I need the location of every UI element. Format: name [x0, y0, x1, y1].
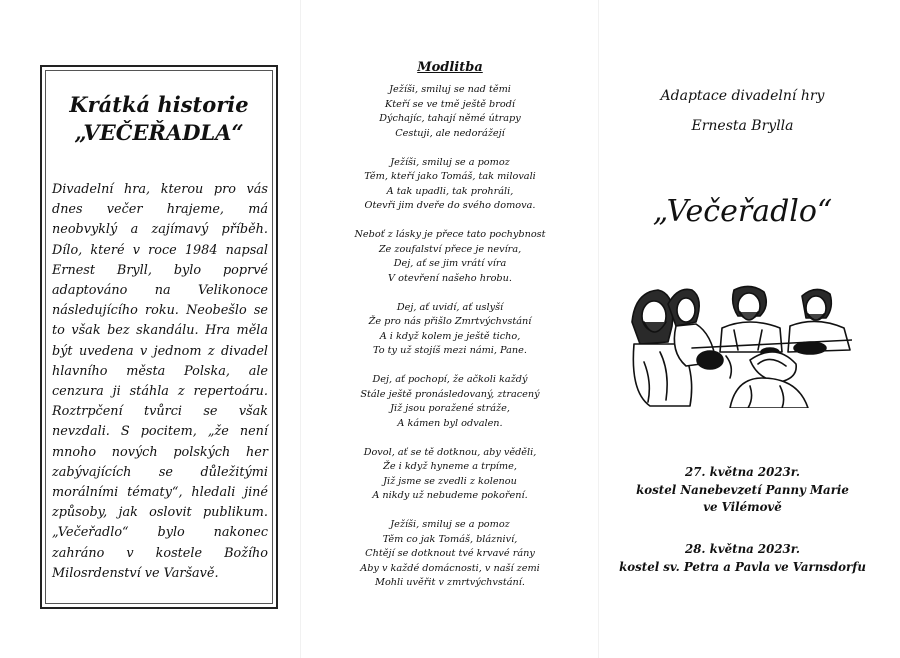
prayer-line: A kámen byl odvalen. [397, 417, 503, 429]
prayer-line: A nikdy už nebudeme pokoření. [372, 490, 528, 501]
prayer-line: To ty už stojíš mezi námi, Pane. [373, 345, 527, 356]
history-text: Divadelní hra, kterou pro vás dnes večer hrajeme, má neobvyklý a zajímavý příběh. Dílo, které v roce 1984 napsal Ernest Bryll, bylo poprvé adaptováno na Velikonoce následujícího roku. Neobešlo se to však bez skandálu. Hra měla být uvedena v jednom z divadel hlavního města Polska, ale cenzura ji stáhla z repertoáru. Roztrpčení tvůrci se však nevzdali. S pocitem, „že není mnoho nových polských her zabývajících se důležitými morálními tématy“, hledali jiné způsoby, jak oslovit publikum. „Večeřadlo“ bylo nakonec zahráno v kostele Božího Milosrdenství ve Varšavě. [52, 182, 268, 581]
prayer-panel [330, 60, 570, 605]
cover-title: „Večeřadlo“ [652, 194, 833, 229]
prayer-line: Že i když hyneme a trpíme, [383, 461, 517, 472]
last-supper-illustration [630, 282, 852, 408]
prayer-line: A i když kolem je ještě ticho, [379, 330, 521, 342]
prayer-line: Již jsou poražené stráže, [390, 403, 510, 414]
prayer-line: Kteří se ve tmě ještě brodí [384, 98, 515, 110]
prayer-stanza [330, 156, 570, 214]
fold-line-left [300, 0, 301, 658]
prayer-line: Těm co jak Tomáš, blázniví, [382, 533, 518, 545]
history-title-line2: „VEČEŘADLA“ [74, 120, 244, 145]
prayer-stanza [330, 373, 570, 431]
prayer-line: Těm, kteří jako Tomáš, tak milovali [364, 171, 536, 182]
prayer-line: Ježíši, smiluj se a pomoz [390, 519, 510, 530]
event-place-line2: ve Vilémově [703, 500, 782, 514]
prayer-line: Mohli uvěřit v zmrtvýchvstání. [375, 577, 525, 588]
prayer-line: Dýchajíc, tahají němé útrapy [379, 113, 521, 124]
prayer-stanza [330, 446, 570, 504]
prayer-line: Stále ještě pronásledovaný, ztracený [360, 388, 540, 400]
history-title-line1: Krátká historie [69, 92, 249, 117]
prayer-line: Že pro nás přišlo Zmrtvýchvstání [368, 316, 532, 327]
event-date: 28. května 2023r. [684, 542, 800, 556]
prayer-line: V otevření našeho hrobu. [388, 272, 512, 284]
prayer-stanza [330, 301, 570, 359]
prayer-line: Dej, ať pochopí, že ačkoli každý [372, 374, 528, 385]
prayer-line: Cestuji, ale nedorážejí [395, 127, 505, 139]
event-place-line1: kostel sv. Petra a Pavla ve Varnsdorfu [619, 559, 866, 574]
prayer-stanza [330, 518, 570, 591]
prayer-stanza [330, 228, 570, 286]
prayer-line: Ježíši, smiluj se nad těmi [389, 84, 511, 95]
prayer-line: Neboť z lásky je přece tato pochybnost [354, 229, 546, 240]
prayer-stanzas [330, 83, 570, 591]
prayer-line: Ze zoufalství přece je nevíra, [378, 243, 522, 255]
event-block [610, 541, 875, 576]
history-panel [40, 65, 278, 609]
prayer-title: Modlitba [417, 60, 483, 75]
prayer-line: Chtějí se dotknout tvé krvavé rány [365, 548, 535, 559]
prayer-line: Ježíši, smiluj se a pomoz [390, 156, 510, 168]
prayer-line: Dej, ať uvidí, ať uslyší [396, 301, 504, 313]
event-block [610, 464, 875, 517]
prayer-line: Aby v každé domácnosti, v naší zemi [360, 562, 540, 574]
prayer-line: Dovol, ať se tě dotknou, aby věděli, [363, 446, 537, 458]
event-date: 27. května 2023r. [684, 465, 800, 479]
prayer-line: Otevři jim dveře do svého domova. [364, 200, 536, 211]
cover-subtitle-line1: Adaptace divadelní hry [660, 88, 825, 104]
prayer-line: Dej, ať se jim vrátí víra [393, 258, 507, 269]
prayer-line: Již jsme se zvedli z kolenou [383, 475, 517, 487]
prayer-line: A tak upadli, tak prohráli, [386, 185, 514, 197]
event-place-line1: kostel Nanebevzetí Panny Marie [636, 482, 849, 497]
prayer-stanza [330, 83, 570, 141]
fold-line-right [598, 0, 599, 658]
cover-subtitle-line2: Ernesta Brylla [691, 118, 794, 134]
